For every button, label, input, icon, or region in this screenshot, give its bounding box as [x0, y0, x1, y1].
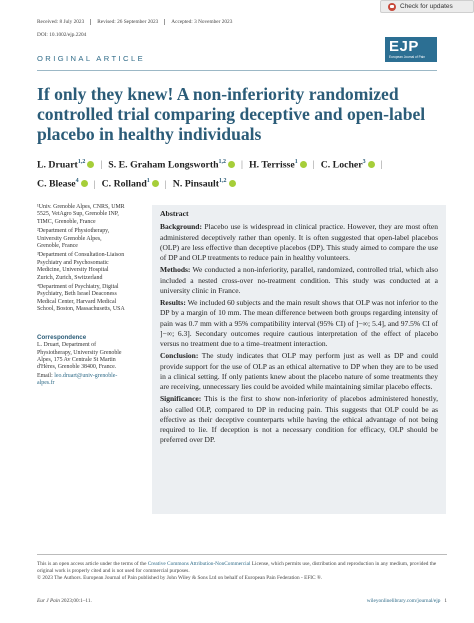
author-item[interactable] [249, 154, 307, 173]
author-separator: | [164, 178, 167, 190]
author-affiliation-sup: 4 [75, 178, 79, 185]
footer-volume: 2023;00:1–11. [61, 598, 92, 604]
author-item[interactable] [173, 173, 236, 192]
abstract-conclusion [160, 351, 438, 392]
orcid-icon[interactable] [152, 180, 159, 187]
author-item[interactable] [37, 173, 88, 192]
license-link[interactable]: Creative Commons Attribution-NonCommercial [147, 561, 251, 567]
abstract-text: We included 60 subjects and the main result shows that OLP was not inferior to the DP by a margin of 10 mm. The mean difference between both groups regarding intensity of pain was 0.7 mm with a 95% compatibility interval (95% CI) of ]−∞; 5.4], and 97.5% CI of ]−∞; 6.3]. Secondary outcomes require cautious interpretation of the effect of placebo versus no treatment due to a time–treatment interaction. [160, 298, 438, 348]
page-number: 1 [444, 598, 447, 604]
abstract-label: Methods: [160, 265, 191, 275]
footer-journal: Eur J Pain [37, 598, 60, 604]
journal-logo-sub: European Journal of Pain [389, 55, 425, 59]
article-dates [37, 19, 238, 25]
license-prefix: This is an open access article under the terms of the [37, 561, 147, 567]
abstract-results [160, 298, 438, 349]
correspondence-email-line [37, 373, 125, 388]
section-label: ORIGINAL ARTICLE [37, 54, 146, 63]
abstract-text: This is the first to show non-inferiority of placebos administered honestly, also called OLP, compared to DP in reducing pain. This suggests that OLP could be as effective as their deceptive counterparts while having the ethical advantage of not being required to lie. If deception is not a necessary condition for efficacy, OLP should be preferred over DP. [160, 394, 438, 445]
orcid-icon[interactable] [368, 161, 375, 168]
orcid-icon[interactable] [229, 180, 236, 187]
abstract-box [152, 205, 446, 514]
abstract-significance [160, 394, 438, 445]
correspondence-text: L. Druart, Department of Physiotherapy, University Grenoble Alpes, 175 Av Centrale St Martin d'Hères, Grenoble 38400, France. [37, 342, 122, 371]
abstract-label: Conclusion: [160, 351, 199, 361]
crossmark-icon [388, 3, 396, 11]
author-affiliation-sup: 3 [362, 159, 366, 165]
affiliation-item: ¹Univ. Grenoble Alpes, CNRS, UMR 5525, VetAgro Sup, Grenoble INP, TIMC, Grenoble, France [37, 204, 125, 225]
abstract-label: Significance: [160, 394, 202, 404]
abstract-label: Background: [160, 222, 202, 232]
author-item[interactable] [108, 154, 235, 173]
footer-right [367, 598, 447, 604]
author-name: H. Terrisse [249, 159, 295, 171]
journal-logo-main: EJP [389, 38, 419, 55]
author-separator: | [100, 159, 103, 171]
check-for-updates-label: Check for updates [400, 3, 453, 10]
author-name: C. Locher [320, 159, 363, 171]
correspondence-email-label: Email: [37, 372, 53, 379]
author-list [37, 154, 437, 193]
license-suffix: License, which permits use, distribution and reproduction in any medium, provided the original work is properly cited and is not used for commercial purposes. [37, 561, 437, 575]
author-name: N. Pinsault [172, 178, 220, 190]
abstract-text: We conducted a non-inferiority, parallel, randomized, controlled trial, which also included a nested cross-over no-treatment condition. This study was conducted at a university clinic in France. [160, 265, 438, 295]
journal-logo [385, 37, 437, 62]
abstract-background [160, 222, 438, 263]
author-affiliation-sup: 1 [294, 159, 298, 165]
author-separator: | [312, 159, 315, 171]
author-item[interactable] [102, 173, 159, 192]
author-item[interactable] [37, 154, 94, 173]
abstract-text: The study indicates that OLP may perform just as well as DP and could provide support for the use of OLP as an ethical alternative to DP when they are to be used in a clinical setting. If only patients knew about the placebo nature of some treatments they are receiving, unnecessary lies could be avoided while maintaining similar placebo effects. [160, 351, 438, 391]
check-for-updates-button[interactable] [380, 0, 474, 13]
abstract-methods [160, 265, 438, 296]
author-separator: | [380, 159, 383, 171]
affiliation-item: ⁴Department of Psychiatry, Digital Psychiatry, Beth Israel Deaconess Medical Center, Harvard Medical School, Boston, Massachusetts, USA [37, 284, 125, 313]
page-footer [37, 598, 447, 604]
abstract-label: Results: [160, 298, 186, 307]
orcid-icon[interactable] [87, 161, 94, 168]
author-affiliation-sup: 1,2 [77, 159, 86, 165]
received-date: Received: 8 July 2023 [37, 19, 85, 25]
license-text [37, 561, 447, 575]
author-name: S. E. Graham Longsworth [108, 159, 219, 171]
license-notice [37, 561, 447, 583]
author-separator: | [241, 159, 243, 171]
affiliation-item: ²Department of Physiotherapy, University Grenoble Alpes, Grenoble, France [37, 228, 110, 250]
orcid-icon[interactable] [300, 161, 307, 168]
footer-divider [37, 554, 447, 555]
author-name: C. Rolland [101, 178, 147, 190]
doi: DOI: 10.1002/ejp.2204 [37, 32, 87, 38]
abstract-heading: Abstract [160, 209, 189, 218]
article-title: If only they knew! A non-inferiority randomized controlled trial comparing deceptive and open-label placebo in healthy individuals [37, 84, 426, 144]
author-name: C. Blease [37, 178, 76, 190]
author-name: L. Druart [37, 159, 78, 171]
orcid-icon[interactable] [81, 180, 88, 187]
orcid-icon[interactable] [228, 161, 235, 168]
abstract-text: Placebo use is widespread in clinical practice. However, they are most often administered deceptively rather than openly. It is often suggested that open-label placebos (OLP) are less effective than deceptive placebos (DP). This study aimed to compare the use of DP and OLP treatments to reduce pain in healthy volunteers. [160, 222, 438, 262]
correspondence-email-link[interactable]: leo.druart@univ-grenoble-alpes.fr [37, 372, 118, 387]
affiliation-item: ³Department of Consultation-Liaison Psychiatry and Psychosomatic Medicine, University Hospital Zurich, Zurich, Switzerland [37, 252, 125, 281]
author-affiliation-sup: 1,2 [218, 159, 227, 165]
author-separator: | [93, 178, 96, 190]
correspondence-heading: Correspondence [37, 333, 87, 341]
accepted-date: Accepted: 3 November 2023 [164, 19, 238, 25]
header-divider [37, 70, 437, 71]
author-affiliation-sup: 1 [146, 178, 150, 185]
author-item[interactable] [321, 154, 375, 173]
footer-citation [37, 598, 92, 604]
copyright-line: © 2023 The Authors. European Journal of Pain published by John Wiley & Sons Ltd on behalf of European Pain Federation - EFIC ®. [37, 575, 323, 582]
revised-date: Revised: 26 September 2023 [90, 19, 164, 25]
affiliations-column [37, 204, 125, 388]
author-affiliation-sup: 1,2 [219, 178, 227, 185]
footer-url-link[interactable]: wileyonlinelibrary.com/journal/ejp [366, 598, 441, 604]
